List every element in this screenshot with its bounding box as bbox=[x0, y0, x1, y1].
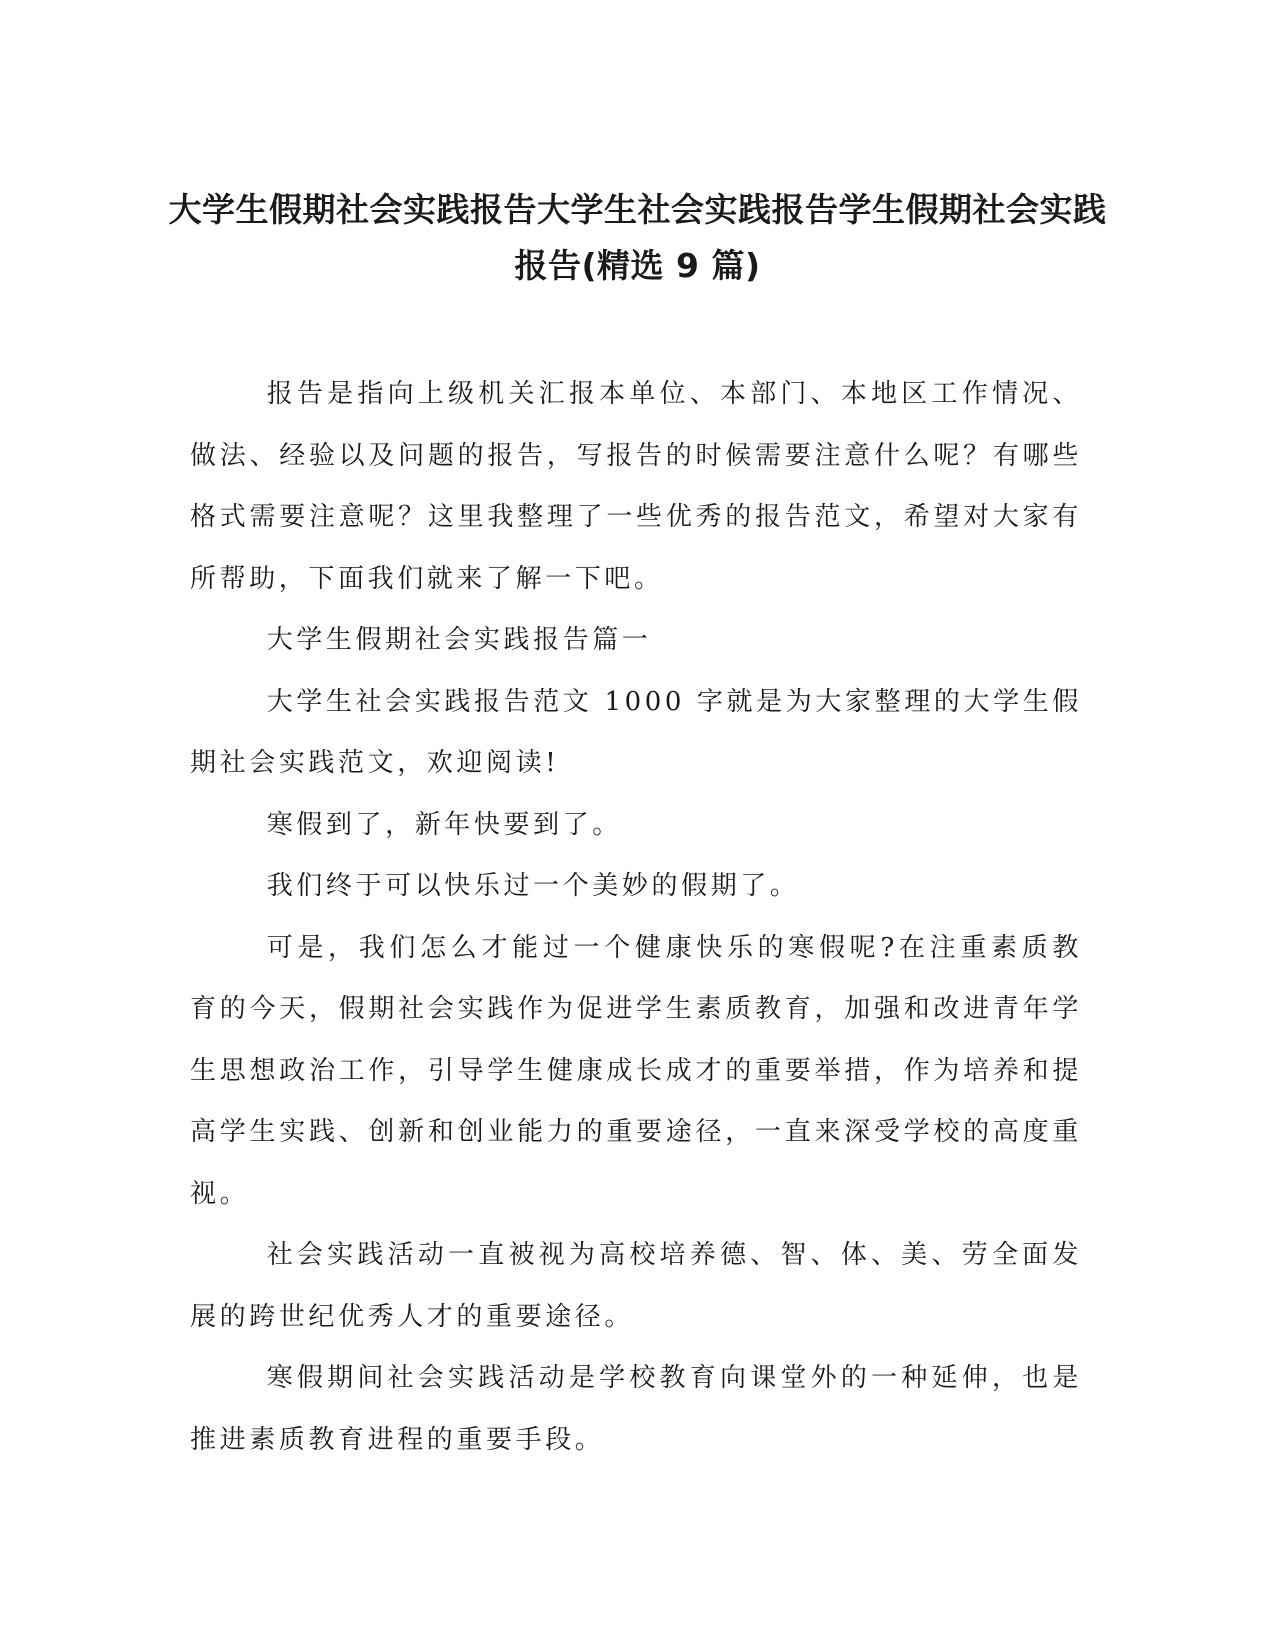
document-title: 大学生假期社会实践报告大学生社会实践报告学生假期社会实践报告(精选 9 篇) bbox=[168, 190, 1107, 285]
body-paragraph: 我们终于可以快乐过一个美妙的假期了。 bbox=[266, 871, 800, 901]
section-heading-part-one: 大学生假期社会实践报告篇一 bbox=[266, 625, 652, 655]
body-paragraph: 寒假到了，新年快要到了。 bbox=[266, 809, 622, 840]
body-paragraph: 可是，我们怎么才能过一个健康快乐的寒假呢?在注重素质教育的今天，假期社会实践作为促进学生素质教育，加强和改进青年学生思想政治工作，引导学生健康成长成才的重要举措，作为培养和提高学生实践、创新和创业能力的重要途径，一直来深受学校的高度重视。 bbox=[190, 932, 1082, 1209]
intro-paragraph: 报告是指向上级机关汇报本单位、本部门、本地区工作情况、做法、经验以及问题的报告，写报告的时候需要注意什么呢？有哪些格式需要注意呢？这里我整理了一些优秀的报告范文，希望对大家有所帮助，下面我们就来了解一下吧。 bbox=[190, 379, 1082, 594]
document-body bbox=[190, 364, 1082, 1471]
body-paragraph: 大学生社会实践报告范文 1000 字就是为大家整理的大学生假期社会实践范文，欢迎阅读! bbox=[190, 686, 1082, 778]
body-paragraph: 寒假期间社会实践活动是学校教育向课堂外的一种延伸，也是推进素质教育进程的重要手段。 bbox=[190, 1363, 1082, 1455]
body-paragraph: 社会实践活动一直被视为高校培养德、智、体、美、劳全面发展的跨世纪优秀人才的重要途径。 bbox=[190, 1240, 1082, 1332]
